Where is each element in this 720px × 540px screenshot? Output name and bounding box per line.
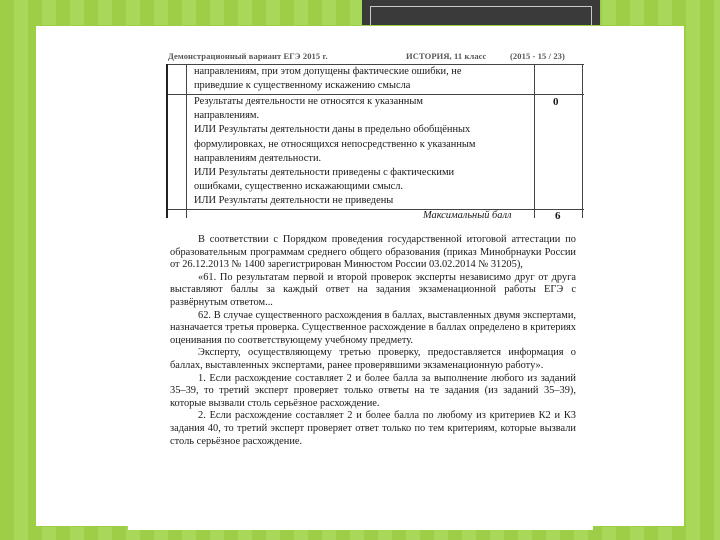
document-header xyxy=(168,51,588,63)
header-middle: ИСТОРИЯ, 11 класс xyxy=(406,51,487,61)
paragraph: Эксперту, осуществляющему третью проверку, предоставляется информация о баллах, выставленных экспертами, ранее проверявшими экзаменационную работу». xyxy=(170,347,576,371)
scanned-document xyxy=(128,48,593,530)
header-right: (2015 - 15 / 23) xyxy=(510,51,565,61)
criteria-row-1 xyxy=(194,65,530,93)
paragraph: «61. По результатам первой и второй проверок эксперты независимо друг от друга выставляют баллы за каждый ответ на задания экзаменационной работы ЕГЭ с развёрнутым ответом... xyxy=(170,271,576,308)
paragraph: В соответствии с Порядком проведения государственной итоговой аттестации по образовательным программам среднего общего образования (приказ Минобрнауки России от 26.12.2013 № 1400 зарегистрирован Минюстом России 03.02.2014 № 31205), xyxy=(170,234,576,271)
header-left: Демонстрационный вариант ЕГЭ 2015 г. xyxy=(168,51,328,61)
row2-line: ошибками, существенно искажающими смысл. xyxy=(194,181,404,193)
row2-score: 0 xyxy=(553,96,559,108)
max-score-label: Максимальный балл xyxy=(423,210,512,221)
row2-line: ИЛИ Результаты деятельности приведены с фактическими xyxy=(194,167,455,179)
row2-line: ИЛИ Результаты деятельности даны в предельно обобщённых xyxy=(194,124,471,136)
regulation-text xyxy=(170,234,576,448)
row1-line: направлениям, при этом допущены фактические ошибки, не xyxy=(194,66,462,77)
paragraph: 62. В случае существенного расхождения в баллах, выставленных двумя экспертами, назначается третья проверка. Существенное расхождение в баллах определено в критериях оценивания по соответствующему учебному предмету. xyxy=(170,309,576,346)
row2-line: направлениям. xyxy=(194,110,260,122)
criteria-row-2 xyxy=(194,95,530,209)
row2-line: ИЛИ Результаты деятельности не приведены xyxy=(194,195,394,207)
row1-line: приведшие к существенному искажению смысла xyxy=(194,80,411,92)
max-score-value: 6 xyxy=(555,210,561,222)
criteria-table xyxy=(166,64,584,222)
paragraph: 1. Если расхождение составляет 2 и более балла за выполнение любого из заданий 35–39, то третий эксперт проверяет только ответы на те задания (из заданий 35–39), которые вызвали столь серьёзное расхождение. xyxy=(170,372,576,409)
row2-line: Результаты деятельности не относятся к указанным xyxy=(194,96,423,107)
row2-line: формулировках, не относящихся непосредственно к указанным xyxy=(194,138,476,150)
paragraph: 2. Если расхождение составляет 2 и более балла по любому из критериев К2 и К3 задания 40, то третий эксперт проверяет ответ только по тем критериям, которые вызвали столь серьёзное расхождение. xyxy=(170,410,576,447)
row2-line: направлениям деятельности. xyxy=(194,152,322,164)
